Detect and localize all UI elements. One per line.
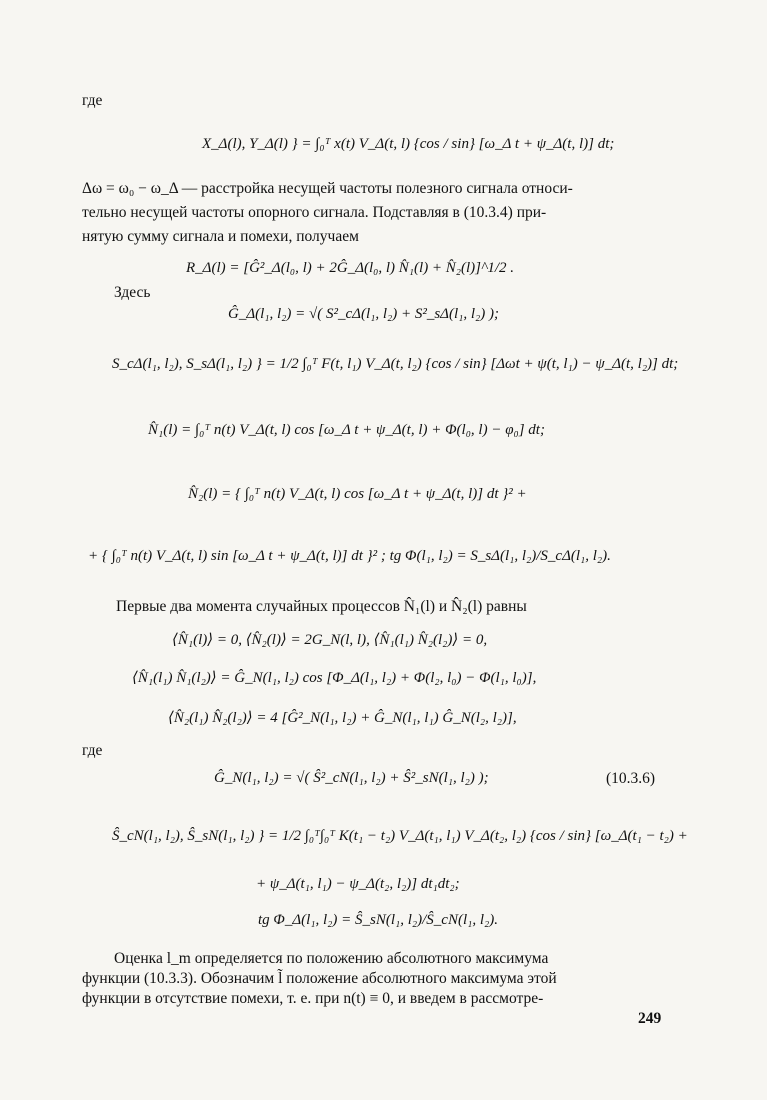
equation-s-delta: S_cΔ(l₁, l₂), S_sΔ(l₁, l₂) } = 1/2 ∫₀ᵀ F(t, l₁) V_Δ(t, l₂) {cos / sin} [Δωt + ψ(t, l₁) − ψ_Δ(t, l₂)] dt; <box>112 356 679 372</box>
moment-equation-2: ⟨N̂₁(l₁) N̂₁(l₂)⟩ = Ĝ_N(l₁, l₂) cos [Φ_Δ(l₁, l₂) + Φ(l₂, l₀) − Φ(l₁, l₀)], <box>132 670 537 686</box>
equation-g-n: Ĝ_N(l₁, l₂) = √( Ŝ²_cN(l₁, l₂) + Ŝ²_sN(l₁, l₂) ); <box>214 770 489 786</box>
where-label-2: где <box>82 742 103 759</box>
equation-s-n-part-1: Ŝ_cN(l₁, l₂), Ŝ_sN(l₁, l₂) } = 1/2 ∫₀ᵀ∫₀ᵀ K(t₁ − t₂) V_Δ(t₁, l₁) V_Δ(t₂, l₂) {cos / sin} [ω_Δ(t₁ − t₂) + <box>112 828 688 844</box>
equation-n1: N̂₁(l) = ∫₀ᵀ n(t) V_Δ(t, l) cos [ω_Δ t + ψ_Δ(t, l) + Φ(l₀, l) − φ₀] dt; <box>148 422 545 438</box>
equation-tg-phi: tg Φ_Δ(l₁, l₂) = Ŝ_sN(l₁, l₂)/Ŝ_cN(l₁, l₂). <box>258 912 498 928</box>
equation-g-delta: Ĝ_Δ(l₁, l₂) = √( S²_cΔ(l₁, l₂) + S²_sΔ(l₁, l₂) ); <box>228 306 499 322</box>
moments-intro: Первые два момента случайных процессов N̂₁(l) и N̂₂(l) равны <box>116 598 527 615</box>
equation-r-delta: R_Δ(l) = [Ĝ²_Δ(l₀, l) + 2Ĝ_Δ(l₀, l) N̂₁(l) + N̂₂(l)]^1/2 . <box>186 260 515 276</box>
paragraph-2-line-1: Оценка l_m определяется по положению абсолютного максимума <box>114 950 549 967</box>
equation-n2-part-2: + { ∫₀ᵀ n(t) V_Δ(t, l) sin [ω_Δ t + ψ_Δ(t, l)] dt }² ; tg Φ(l₁, l₂) = S_sΔ(l₁, l₂)/S_cΔ(l₁, l₂). <box>88 548 611 564</box>
equation-s-n-part-2: + ψ_Δ(t₁, l₁) − ψ_Δ(t₂, l₂)] dt₁dt₂; <box>256 876 460 892</box>
paragraph-2-line-2: функции (10.3.3). Обозначим l̃ положение абсолютного максимума этой <box>82 970 557 987</box>
where-label-1: где <box>82 92 103 109</box>
paragraph-1-line-3: нятую сумму сигнала и помехи, получаем <box>82 228 359 245</box>
equation-number: (10.3.6) <box>606 770 656 787</box>
moment-equation-3: ⟨N̂₂(l₁) N̂₂(l₂)⟩ = 4 [Ĝ²_N(l₁, l₂) + Ĝ_N(l₁, l₁) Ĝ_N(l₂, l₂)], <box>168 710 517 726</box>
paragraph-2-line-3: функции в отсутствие помехи, т. е. при n(t) ≡ 0, и введем в рассмотре- <box>82 990 544 1007</box>
here-label: Здесь <box>114 284 151 301</box>
paragraph-1-line-2: тельно несущей частоты опорного сигнала. Подставляя в (10.3.4) при- <box>82 204 547 221</box>
page-number: 249 <box>638 1010 662 1027</box>
paragraph-1-line-1: Δω = ω₀ − ω_Δ — расстройка несущей частоты полезного сигнала относи- <box>82 180 573 197</box>
equation-n2-part-1: N̂₂(l) = { ∫₀ᵀ n(t) V_Δ(t, l) cos [ω_Δ t + ψ_Δ(t, l)] dt }² + <box>188 486 527 502</box>
moment-equation-1: ⟨N̂₁(l)⟩ = 0, ⟨N̂₂(l)⟩ = 2G_N(l, l), ⟨N̂₁(l₁) N̂₂(l₂)⟩ = 0, <box>172 632 488 648</box>
equation-x-y-delta: X_Δ(l), Y_Δ(l) } = ∫₀ᵀ x(t) V_Δ(t, l) {cos / sin} [ω_Δ t + ψ_Δ(t, l)] dt; <box>202 136 615 152</box>
